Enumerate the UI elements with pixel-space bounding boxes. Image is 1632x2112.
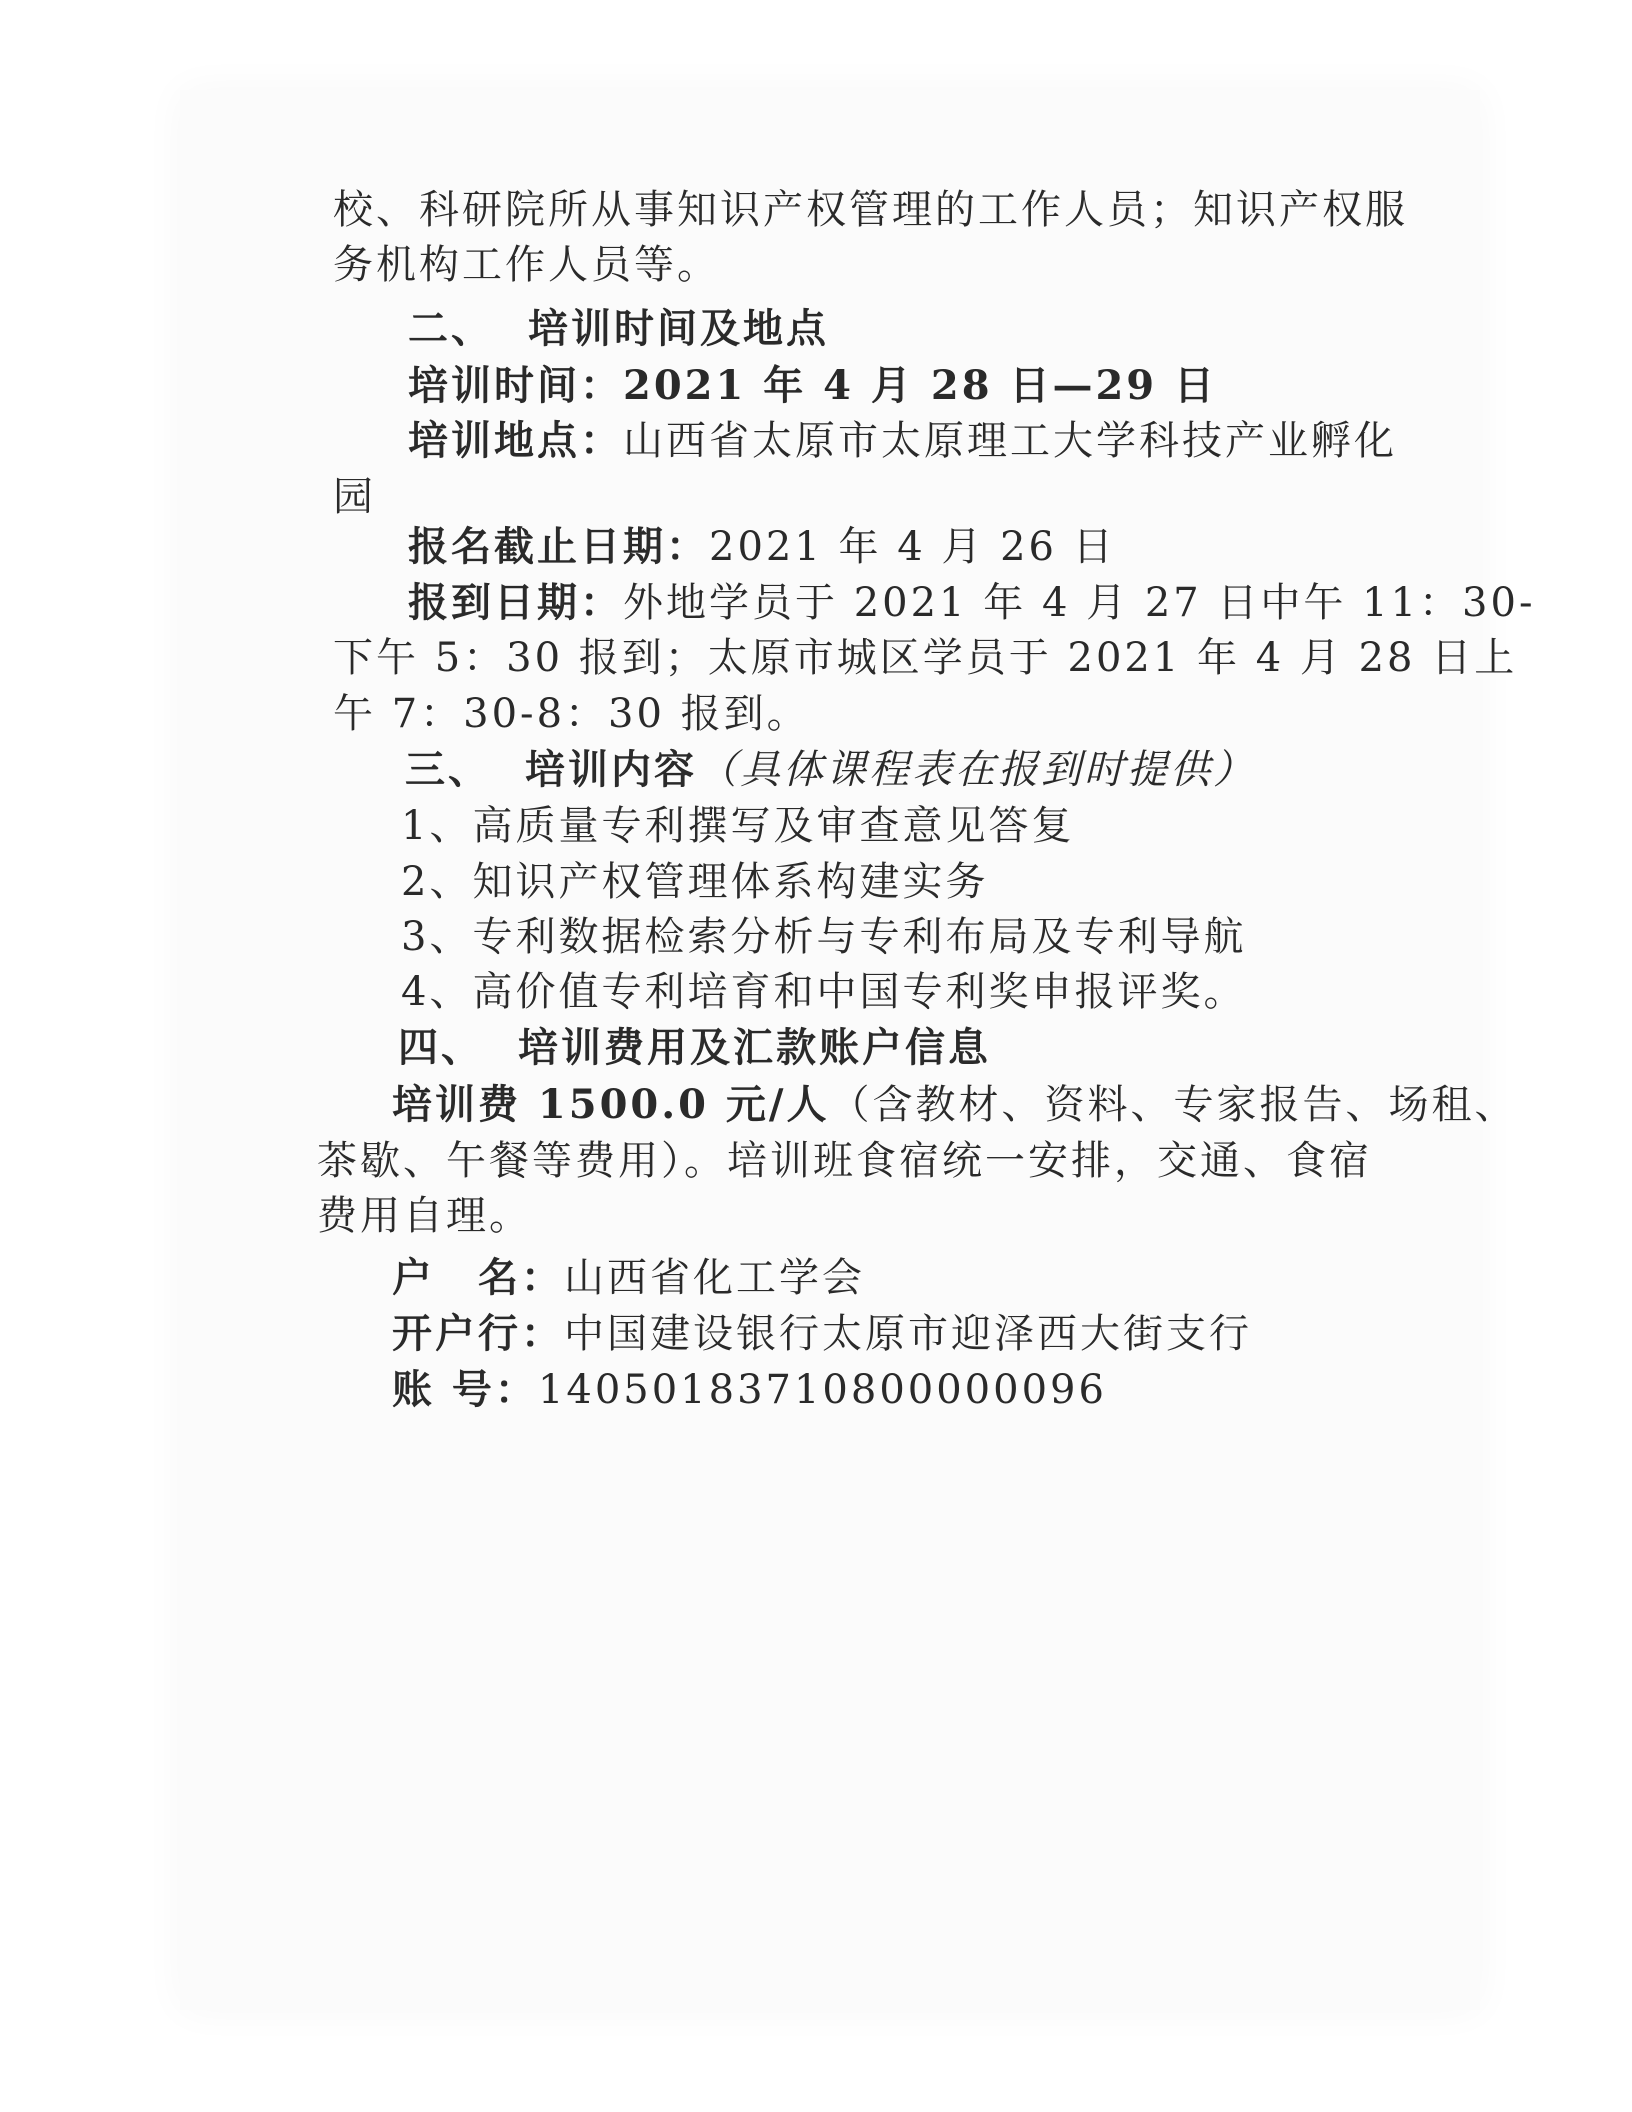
section-4-number: 四、 <box>398 1025 484 1071</box>
training-fee-includes: （含教材、资料、专家报告、场租、 <box>829 1082 1518 1128</box>
checkin-date-line-2: 下午 5：30 报到；太原市城区学员于 2021 年 4 月 28 日上 <box>333 635 1518 681</box>
section-3-number: 三、 <box>405 747 491 793</box>
section-2-title: 培训时间及地点 <box>528 306 829 352</box>
training-fee <box>392 1080 1518 1130</box>
training-place-line-2: 园 <box>333 474 376 520</box>
intro-line-1: 校、科研院所从事知识产权管理的工作人员；知识产权服 <box>333 187 1408 233</box>
bank-branch-value: 中国建设银行太原市迎泽西大街支行 <box>564 1311 1252 1357</box>
training-fee-line-2: 茶歇、午餐等费用）。培训班食宿统一安排，交通、食宿 <box>317 1138 1372 1184</box>
checkin-date-label: 报到日期： <box>408 580 623 626</box>
content-item: 2、知识产权管理体系构建实务 <box>401 859 989 905</box>
intro-line-2: 务机构工作人员等。 <box>333 242 720 288</box>
training-fee-amount: 培训费 1500.0 元/人 <box>392 1081 830 1128</box>
account-number-label: 账 号： <box>392 1367 538 1413</box>
content-item: 1、高质量专利撰写及审查意见答复 <box>401 803 1075 849</box>
training-fee-line-3: 费用自理。 <box>317 1193 532 1239</box>
content-item: 4、高价值专利培育和中国专利奖申报评奖。 <box>401 969 1247 1015</box>
section-2-heading <box>408 304 829 354</box>
account-number <box>392 1365 1107 1415</box>
checkin-date-line-3: 午 7：30-8：30 报到。 <box>333 691 810 737</box>
account-name-value: 山西省化工学会 <box>564 1255 865 1301</box>
training-time-label: 培训时间： <box>408 363 623 409</box>
registration-deadline-value: 2021 年 4 月 26 日 <box>709 524 1116 570</box>
account-name-label: 户 名： <box>392 1255 564 1301</box>
training-place-label: 培训地点： <box>408 418 623 464</box>
bank-branch <box>392 1309 1252 1359</box>
section-3-note: （具体课程表在报到时提供） <box>697 747 1256 793</box>
section-4-heading <box>398 1023 991 1073</box>
account-name <box>392 1253 865 1303</box>
section-2-number: 二、 <box>408 306 494 352</box>
training-time-value: 2021 年 4 月 28 日—29 日 <box>623 362 1218 409</box>
checkin-date <box>408 578 1535 628</box>
content-item: 3、专利数据检索分析与专利布局及专利导航 <box>401 914 1247 960</box>
section-3-heading <box>405 745 1256 795</box>
section-3-title: 培训内容 <box>525 747 697 793</box>
training-place <box>408 416 1397 466</box>
registration-deadline <box>408 522 1116 572</box>
section-4-title: 培训费用及汇款账户信息 <box>518 1025 991 1071</box>
account-number-value: 14050183710800000096 <box>537 1367 1107 1413</box>
registration-deadline-label: 报名截止日期： <box>408 524 709 570</box>
bank-branch-label: 开户行： <box>392 1311 564 1357</box>
checkin-date-value: 外地学员于 2021 年 4 月 27 日中午 11：30- <box>623 580 1536 626</box>
training-place-value: 山西省太原市太原理工大学科技产业孵化 <box>623 418 1397 464</box>
training-time <box>408 361 1217 411</box>
